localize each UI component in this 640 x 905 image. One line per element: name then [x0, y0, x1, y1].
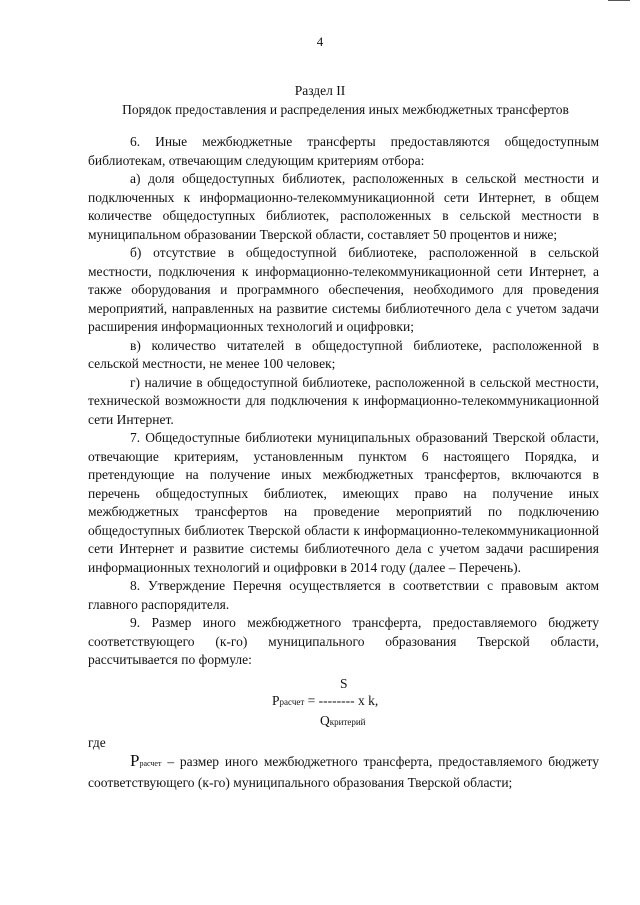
formula — [88, 672, 599, 734]
criterion-b: б) отсутствие в общедоступной библиотеке, расположенной в сельской местности, подключения к информационно-телекоммуникационной сети Интернет, а также оборудования и программного обеспечения, необходимого для проведения мероприятий, направленных на развитие системы библиотечного дела с учетом задачи расширения информационных технологий и оцифровки; — [88, 245, 599, 334]
formula-denominator-subscript: критерий — [329, 716, 366, 727]
definition-text: – размер иного межбюджетного трансферта, предоставляемого бюджету соответствующего (к-го) муниципального образования Тверской области; — [88, 754, 599, 790]
formula-main — [272, 692, 378, 712]
formula-denominator-symbol: Q — [320, 712, 330, 728]
formula-denominator — [320, 712, 366, 732]
where-label: где — [88, 734, 106, 750]
paragraph-7: 7. Общедоступные библиотеки муниципальных образований Тверской области, отвечающие критериям, установленным пунктом 6 настоящего Порядка, и претендующие на получение иных межбюджетных трансфертов, включаются в перечень общедоступных библиотек, имеющих право на получение иных межбюджетных трансфертов на проведение мероприятий по подключению общедоступных библиотек Тверской области к информационно-телекоммуникационной сети Интернет и развитие системы библиотечного дела с учетом задачи расширения информационных технологий и оцифровки в 2014 году (далее – Перечень). — [88, 430, 599, 575]
definition-symbol-subscript: расчет — [139, 759, 162, 768]
formula-lhs-subscript: расчет — [279, 696, 305, 707]
formula-operators: = -------- х k, — [304, 692, 379, 708]
criterion-v: в) количество читателей в общедоступной библиотеке, расположенной в сельской местности, не менее 100 человек; — [88, 337, 599, 371]
criterion-g: г) наличие в общедоступной библиотеке, расположенной в сельской местности, технической возможности для подключения к информационно-телекоммуникационной сети Интернет. — [88, 374, 599, 427]
section-title: Раздел II — [294, 83, 346, 98]
document-body — [88, 133, 599, 792]
paragraph-9: 9. Размер иного межбюджетного трансферта, предоставляемого бюджету соответствующего (к-го) муниципального образования Тверской области, рассчитывается по формуле: — [88, 615, 599, 667]
formula-numerator: S — [340, 675, 348, 691]
section-subtitle: Порядок предоставления и распределения иных межбюджетных трансфертов — [122, 102, 569, 117]
formula-lhs: P — [272, 692, 280, 708]
page-number: 4 — [316, 34, 324, 49]
corner-mark — [608, 0, 630, 1]
paragraph-6: 6. Иные межбюджетные трансферты предоставляются общедоступным библиотекам, отвечающим следующим критериям отбора: — [88, 134, 599, 168]
definition-p-raschet — [88, 752, 599, 792]
criterion-a: а) доля общедоступных библиотек, расположенных в сельской местности и подключенных к информационно-телекоммуникационной сети Интернет, в общем количестве общедоступных библиотек, расположенных в сельской местности в муниципальном образовании Тверской области, составляет 50 процентов и ниже; — [88, 171, 599, 242]
definition-symbol: P — [130, 751, 140, 770]
paragraph-8: 8. Утверждение Перечня осуществляется в соответствии с правовым актом главного распорядителя. — [88, 578, 599, 612]
